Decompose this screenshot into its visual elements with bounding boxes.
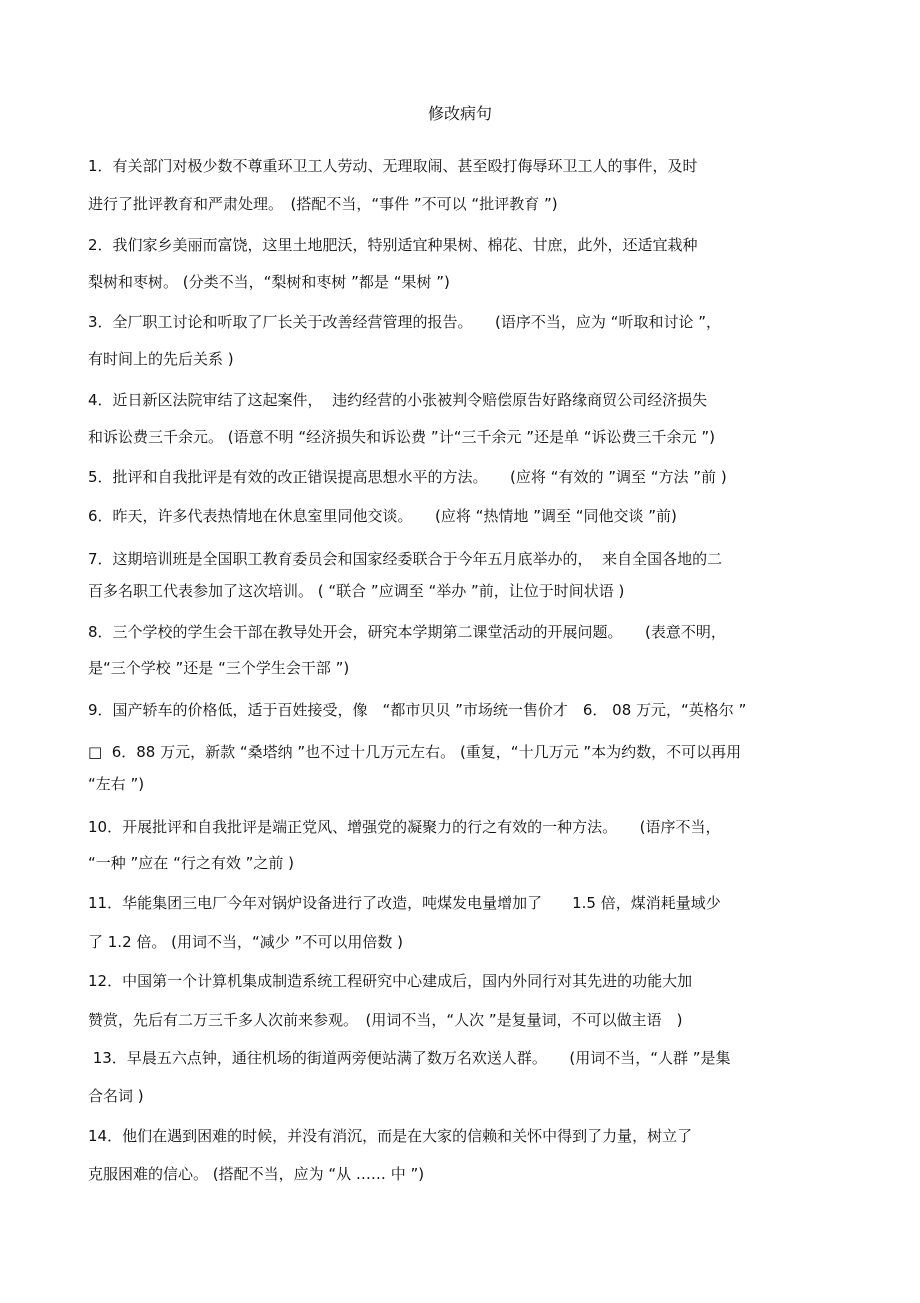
text-line: 合名词 ) bbox=[88, 1087, 144, 1105]
text-line: 梨树和枣树。 (分类不当，“梨树和枣树 ”都是 “果树 ”) bbox=[88, 273, 450, 291]
text-line: 克服困难的信心。 (搭配不当，应为 “从 …… 中 ”) bbox=[88, 1165, 425, 1183]
text-line: 10．开展批评和自我批评是端正党风、增强党的凝聚力的行之有效的一种方法。 (语序不当， bbox=[88, 818, 721, 836]
text-line: “一种 ”应在 “行之有效 ”之前 ) bbox=[88, 854, 295, 872]
text-line: 1．有关部门对极少数不尊重环卫工人劳动、无理取闹、甚至殴打侮辱环卫工人的事件，及时 bbox=[88, 157, 698, 175]
text-line: “左右 ”) bbox=[88, 775, 145, 793]
text-line: 11．华能集团三电厂今年对锅炉设备进行了改造，吨煤发电量增加了 1.5 倍，煤消耗量域少 bbox=[88, 894, 721, 912]
text-line: 百多名职工代表参加了这次培训。 ( “联合 ”应调至 “举办 ”前，让位于时间状语 ) bbox=[88, 582, 625, 600]
text-line: 8．三个学校的学生会干部在教导处开会，研究本学期第二课堂活动的开展问题。 (表意不明， bbox=[88, 623, 726, 641]
text-line: 有时间上的先后关系 ) bbox=[88, 350, 234, 368]
text-line: 5．批评和自我批评是有效的改正错误提高思想水平的方法。 (应将 “有效的 ”调至 “方法 ”前 ) bbox=[88, 468, 727, 486]
text-line: 9．国产轿车的价格低，适于百姓接受，像 “都市贝贝 ”市场统一售价才 6． 08 万元，“英格尔 ” bbox=[88, 701, 747, 719]
text-line: 了 1.2 倍。 (用词不当，“减少 ”不可以用倍数 ) bbox=[88, 933, 403, 951]
text-line: 进行了批评教育和严肃处理。 (搭配不当，“事件 ”不可以 “批评教育 ”) bbox=[88, 195, 558, 213]
text-line: □ 6．88 万元，新款 “桑塔纳 ”也不过十几万元左右。 (重复，“十几万元 ”本为约数，不可以再用 bbox=[88, 743, 742, 761]
text-line: 赞赏，先后有二万三千多人次前来参观。 (用词不当，“人次 ”是复量词，不可以做主语 ) bbox=[88, 1011, 683, 1029]
text-line: 7．这期培训班是全国职工教育委员会和国家经委联合于今年五月底举办的， 来自全国各地的二 bbox=[88, 550, 723, 568]
text-line: 6．昨天，许多代表热情地在休息室里同他交谈。 (应将 “热情地 ”调至 “同他交谈 ”前) bbox=[88, 507, 677, 525]
document-title: 修改病句 bbox=[427, 104, 492, 123]
text-line: 4．近日新区法院审结了这起案件， 违约经营的小张被判令赔偿原告好路缘商贸公司经济损失 bbox=[88, 391, 708, 409]
text-line: 14．他们在遇到困难的时候，并没有消沉，而是在大家的信赖和关怀中得到了力量，树立了 bbox=[88, 1127, 693, 1145]
text-line: 2．我们家乡美丽而富饶，这里土地肥沃，特别适宜种果树、棉花、甘庶，此外，还适宜栽种 bbox=[88, 236, 698, 254]
text-line: 和诉讼费三千余元。 (语意不明 “经济损失和诉讼费 ”计“三千余元 ”还是单 “诉讼费三千余元 ”) bbox=[88, 428, 715, 446]
text-line: 13．早晨五六点钟，通往机场的街道两旁便站满了数万名欢送人群。 (用词不当，“人群 ”是集 bbox=[88, 1049, 731, 1067]
text-line: 是“三个学校 ”还是 “三个学生会干部 ”) bbox=[88, 659, 350, 677]
text-line: 12．中国第一个计算机集成制造系统工程研究中心建成后，国内外同行对其先进的功能大加 bbox=[88, 972, 693, 990]
text-line: 3．全厂职工讨论和听取了厂长关于改善经营管理的报告。 (语序不当，应为 “听取和讨论 ”， bbox=[88, 313, 721, 331]
